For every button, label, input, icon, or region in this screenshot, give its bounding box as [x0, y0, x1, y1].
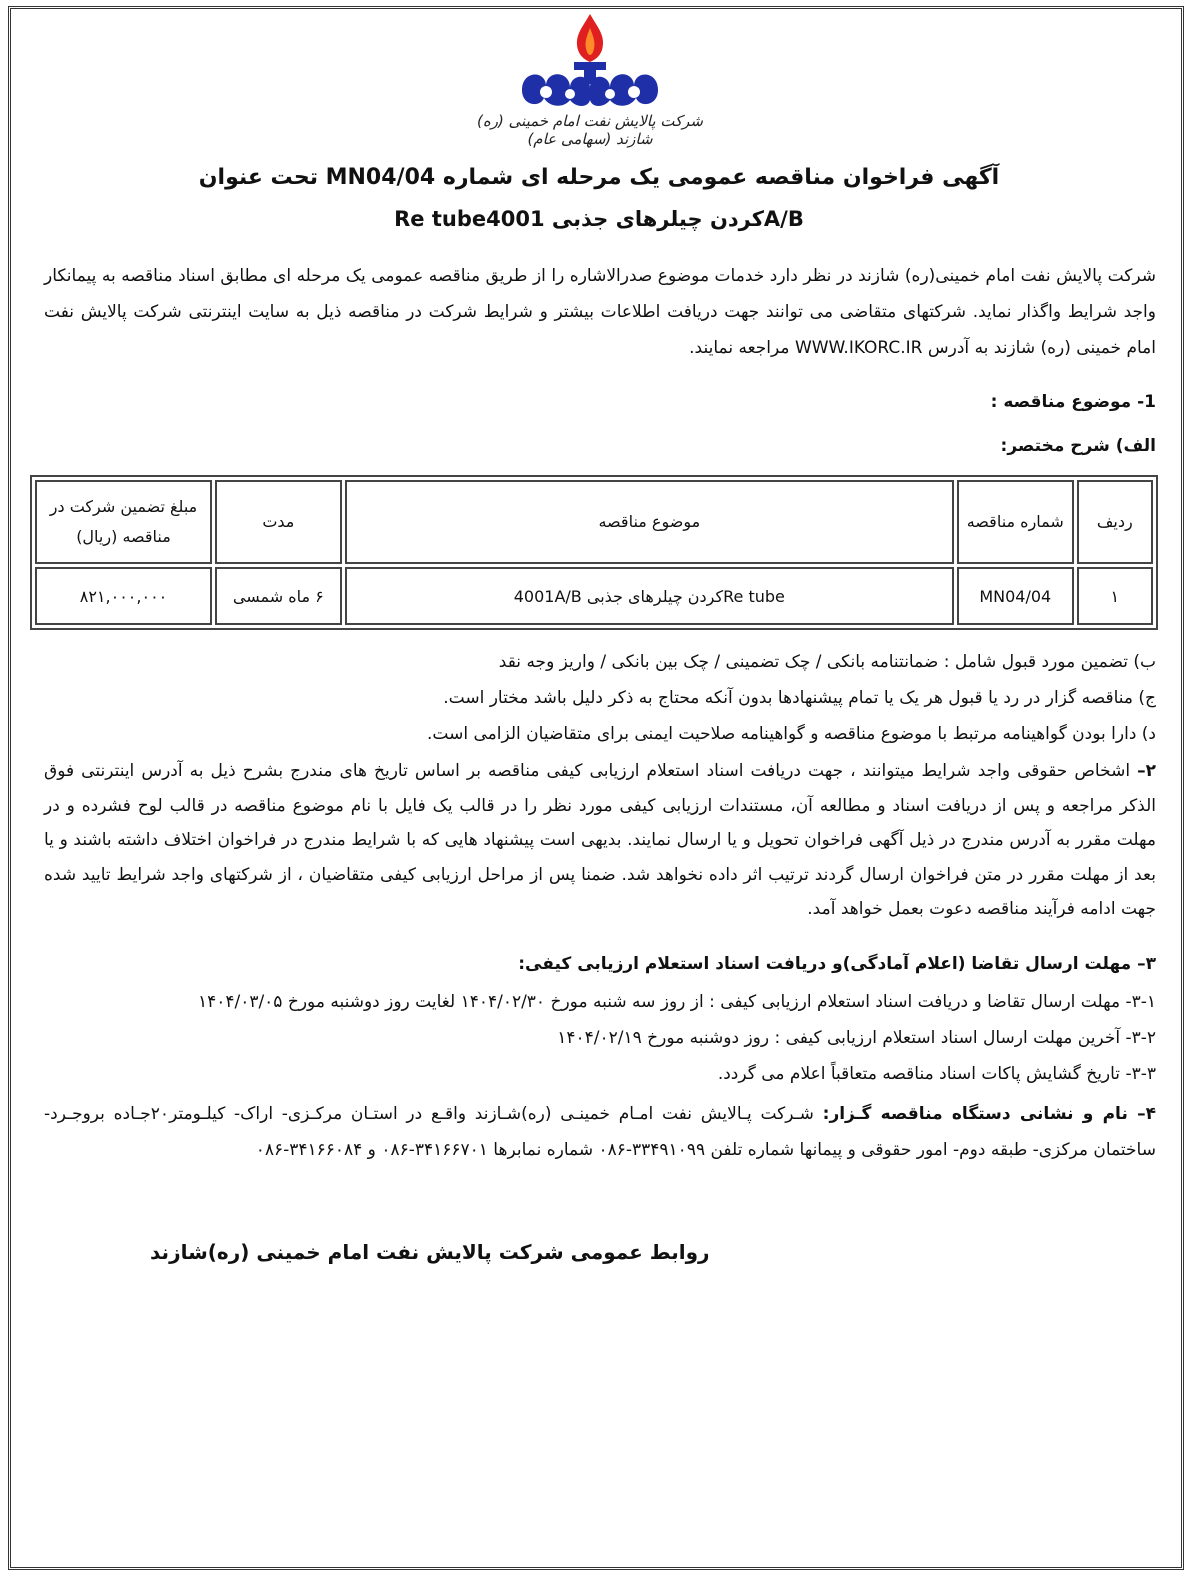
- cell-guarantee: ۸۲۱,۰۰۰,۰۰۰: [35, 567, 212, 625]
- section3-item1: ۳-۱- مهلت ارسال تقاضا و دریافت اسناد استعلام ارزیابی کیفی : از روز سه شنبه مورخ ۱۴۰۴/۰۲/۳۰ لغایت روز دوشنبه مورخ ۱۴۰۴/۰۳/۰۵: [197, 992, 1156, 1012]
- clause-c: ج) مناقصه گزار در رد یا قبول هر یک یا تمام پیشنهادها بدون آنکه محتاج به ذکر دلیل باشد مختار است.: [443, 688, 1156, 708]
- section2: [44, 754, 1156, 927]
- section3-item3: ۳-۳- تاریخ گشایش پاکات اسناد مناقصه متعاقباً اعلام می گردد.: [717, 1064, 1156, 1084]
- clause-b: ب) تضمین مورد قبول شامل : ضمانتنامه بانکی / چک تضمینی / چک بین بانکی / واریز وجه نقد: [498, 652, 1156, 672]
- section2-number: ۲–: [1137, 761, 1156, 781]
- notice-subtitle: Re tubeکردن چیلرهای جذبی 4001A/B: [394, 207, 804, 231]
- intro-paragraph: شرکت پالایش نفت امام خمینی(ره) شازند در نظر دارد خدمات موضوع صدرالاشاره را از طریق مناقصه عمومی یک مرحله ای مطابق اسناد مناقصه به پیمانکار واجد شرایط واگذار نماید. شرکتهای متقاضی می توانند جهت دریافت اطلاعات بیشتر و شرایط شرکت در مناقصه ذیل به سایت اینترنتی شرکت پالایش نفت امام خمینی (ره) شازند به آدرس WWW.IKORC.IR مراجعه نمایند.: [44, 266, 1156, 358]
- logo-caption: شرکت پالایش نفت امام خمینی (ره) شازند (سهامی عام): [476, 112, 703, 148]
- section1-heading: 1- موضوع مناقصه :: [990, 392, 1156, 412]
- cell-tender-no: MN04/04: [957, 567, 1074, 625]
- section1-sub-a: الف) شرح مختصر:: [1000, 436, 1156, 456]
- signature: روابط عمومی شرکت پالایش نفت امام خمینی (ره)شازند: [150, 1240, 710, 1264]
- cell-subject: Re tubeکردن چیلرهای جذبی 4001A/B: [345, 567, 954, 625]
- header-subject: موضوع مناقصه: [345, 480, 954, 564]
- table-header-row: [35, 480, 1153, 564]
- table-row: [35, 567, 1153, 625]
- header-row-no: ردیف: [1077, 480, 1153, 564]
- section4-text: شـرکت پـالایش نفت امـام خمینـی (ره)شـازند واقـع در استـان مرکـزی- اراک- کیلـومتر۲۰جـاده بروجـرد- ساختمان مرکزی- طبقه دوم- امور حقوقی و پیمانها شماره تلفن ۳۳۴۹۱۰۹۹-۰۸۶ شماره نمابرها ۳۴۱۶۶۷۰۱-۰۸۶ و ۳۴۱۶۶۰۸۴-۰۸۶: [44, 1104, 1156, 1160]
- header-guarantee: مبلغ تضمین شرکت در مناقصه (ریال): [35, 480, 212, 564]
- section4: [44, 1096, 1156, 1168]
- section3-item2: ۳-۲- آخرین مهلت ارسال اسناد استعلام ارزیابی کیفی : روز دوشنبه مورخ ۱۴۰۴/۰۲/۱۹: [557, 1028, 1156, 1048]
- section2-text: اشخاص حقوقی واجد شرایط میتوانند ، جهت دریافت اسناد استعلام ارزیابی کیفی مناقصه بر اساس تاریخ های مندرج بشرح ذیل به آدرس اینترنتی فوق الذکر مراجعه و پس از دریافت اسناد و مطالعه آن، مستندات ارزیابی کیفی مورد نظر را در قالب یک فایل با نام موضوع مناقصه در قالب لوح فشرده و در مهلت مقرر به آدرس مندرج در ذیل آگهی فراخوان تحویل و یا ارسال نمایند. بدیهی است پیشنهاد هایی که با شرایط مندرج در فراخوان اختلاف داشته باشند و یا بعد از مهلت مقرر در متن فراخوان ارسال گردند ترتیب اثر داده نخواهد شد. ضمنا پس از مراحل ارزیابی کیفی متقاضیان ، از شرکتهای واجد شرایط تایید شده جهت ادامه فرآیند مناقصه دعوت بعمل خواهد آمد.: [44, 761, 1156, 919]
- cell-duration: ۶ ماه شمسی: [215, 567, 342, 625]
- cell-row-no: ۱: [1077, 567, 1153, 625]
- notice-title: آگهی فراخوان مناقصه عمومی یک مرحله ای شماره MN04/04 تحت عنوان: [198, 165, 1000, 190]
- oil-refinery-flame-logo-icon: [470, 10, 710, 120]
- tender-table: [30, 475, 1158, 630]
- section4-label: ۴– نام و نشانی دستگاه مناقصه گـزار:: [822, 1104, 1156, 1124]
- section3-heading: ۳– مهلت ارسال تقاضا (اعلام آمادگی)و دریافت اسناد استعلام ارزیابی کیفی:: [518, 954, 1156, 974]
- clause-d: د) دارا بودن گواهینامه مرتبط با موضوع مناقصه و گواهینامه صلاحیت ایمنی برای متقاضیان الزامی است.: [427, 724, 1156, 744]
- header-duration: مدت: [215, 480, 342, 564]
- header-tender-no: شماره مناقصه: [957, 480, 1074, 564]
